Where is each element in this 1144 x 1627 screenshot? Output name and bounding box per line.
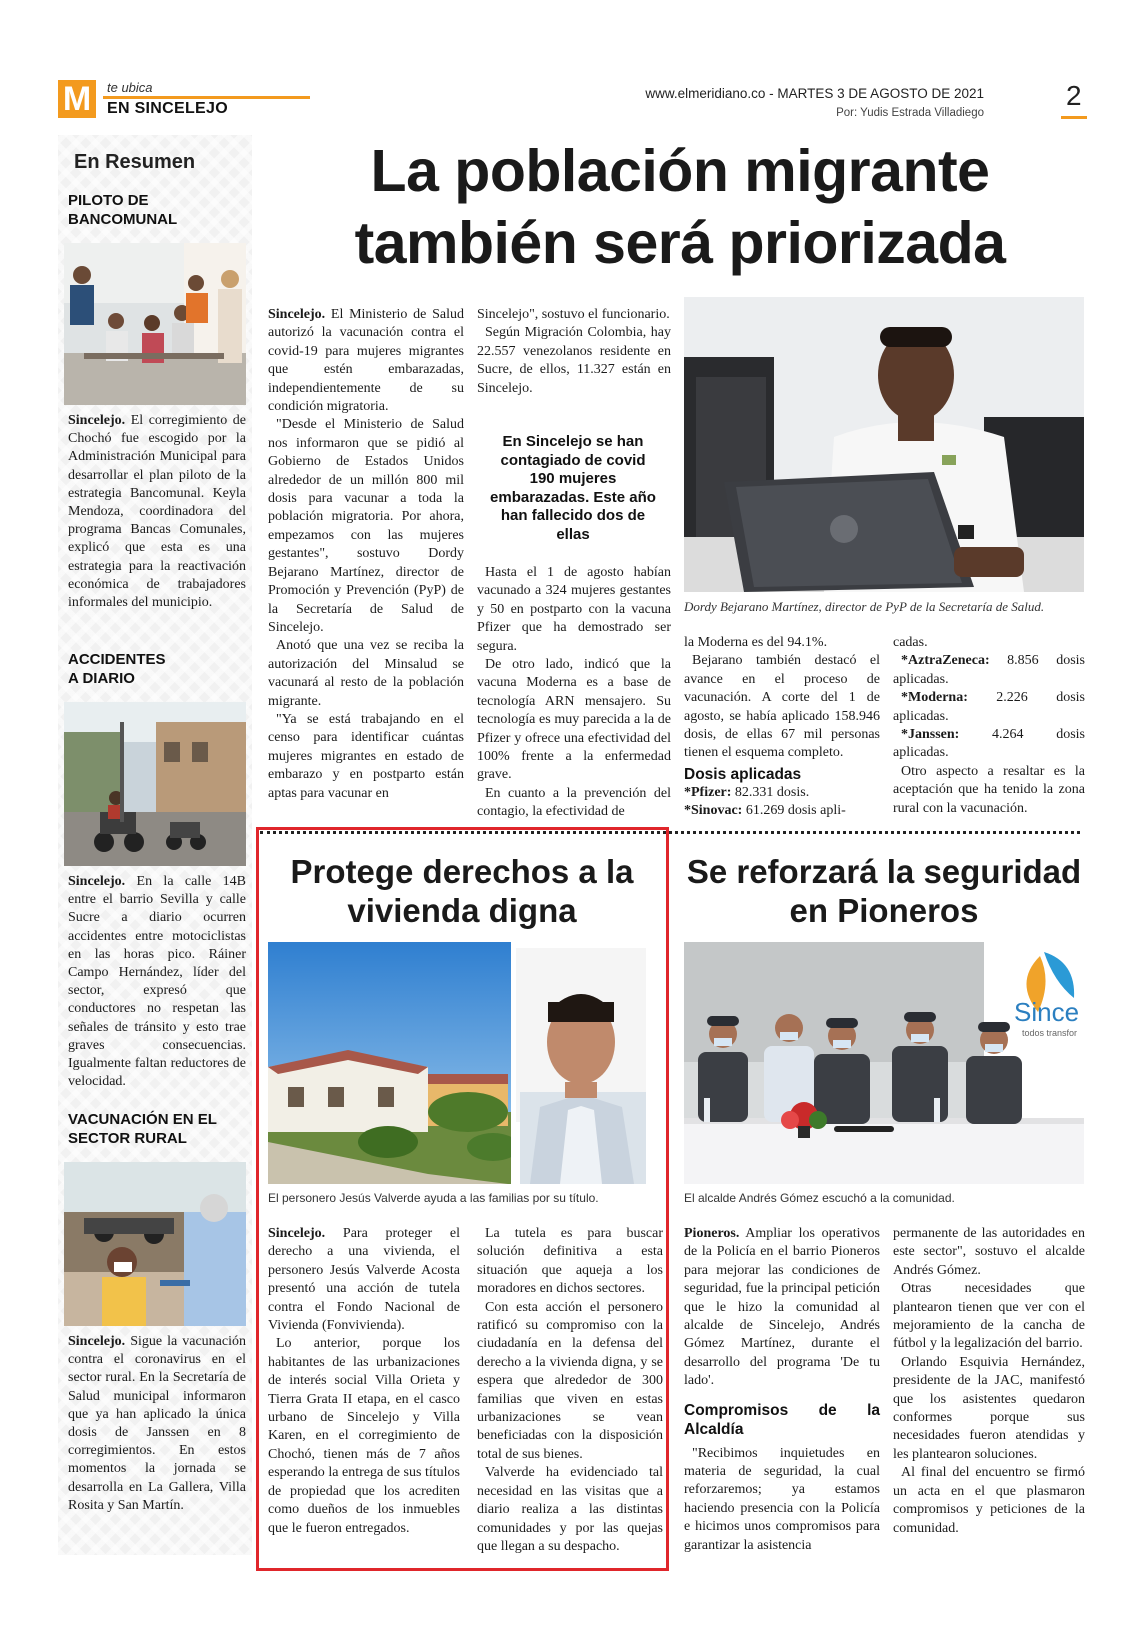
- story-left-caption: El personero Jesús Valverde ayuda a las familias por su título.: [268, 1191, 599, 1205]
- paragraph: [268, 1225, 460, 1335]
- paragraph: Valverde ha evidenciado tal necesidad en las visitas que a diario realiza a las distintas comunidades y por las quejas que llegan a su despacho.: [477, 1465, 663, 1554]
- subhead-dosis: Dosis aplicadas: [684, 765, 802, 783]
- dose-name: *Moderna:: [901, 690, 968, 706]
- dose-value: 4.264 dosis aplicadas.: [893, 727, 1085, 761]
- paragraph: "Ya se está trabajando en el censo para identificar cuántas mujeres migrantes en estado de embarazo y en postparto están aptas para vacunar en: [268, 711, 464, 801]
- dose-value: 82.331 dosis.: [734, 784, 810, 800]
- section-name: EN SINCELEJO: [107, 100, 228, 117]
- dose-name: *AztraZeneca:: [901, 653, 990, 669]
- dose-line: [893, 652, 1085, 689]
- dateline: Sincelejo.: [68, 874, 126, 889]
- story-left-headline: Protege derechos a la vivienda digna: [290, 853, 634, 929]
- paragraph: Orlando Esquivia Hernández, presidente de la JAC, manifestó que los asistentes quedaron conformes porque sus necesidades fueron atendidas y les plantearon soluciones.: [893, 1354, 1085, 1462]
- paragraph-text: Ampliar los operativos de la Policía en el barrio Pioneros para mejorar las condiciones de seguridad, fue la principal petición que le hizo la comunidad al alcalde de Sincelejo, Andrés Gómez Martínez, durante el desarrollo del programa 'De tu lado'.: [684, 1226, 881, 1389]
- logo-m-icon: M: [58, 80, 96, 118]
- sidebar-body: Sigue la vacunación contra el coronavirus en el sector rural. En la Secretaría de Salud municipal informaron que ya han aplicado la única dosis de Janssen en 8 corregimientos. En estos momentos la jornada se desarrolla en La Gallera, Villa Rosita y San Martín.: [68, 1334, 246, 1513]
- header-rule: [103, 96, 310, 99]
- dose-line: [893, 689, 1085, 726]
- main-photo-caption: Dordy Bejarano Martínez, director de PyP de la Secretaría de Salud.: [684, 599, 1045, 614]
- paragraph: la Moderna es del 94.1%.: [684, 635, 828, 650]
- dose-name: *Pfizer:: [684, 784, 732, 800]
- story-left-col2: [477, 1225, 663, 1556]
- paragraph: La tutela es para buscar solución definitiva a esta situación que aqueja a los moradores en dichos sectores.: [477, 1226, 663, 1297]
- paragraph: [684, 1225, 880, 1391]
- paragraph: En cuanto a la prevención del contagio, la efectividad de: [477, 785, 671, 820]
- byline: Por: Yudis Estrada Villadiego: [836, 107, 984, 119]
- paragraph: Lo anterior, porque los habitantes de las urbanizaciones de interés social Villa Orieta y Tierra Grata II etapa, en el casco urbano de Sincelejo y Villa Karen, en el corregimiento de Chochó, tienen más de 7 años esperando la entrega de sus títulos de propiedad que los acrediten como dueños de los inmuebles que le fueron entregados.: [268, 1336, 460, 1536]
- dose-line: [893, 726, 1085, 763]
- site-date: www.elmeridiano.co - MARTES 3 DE AGOSTO DE 2021: [645, 86, 984, 101]
- dateline: Sincelejo.: [68, 1334, 126, 1349]
- banner-text: Since: [1014, 997, 1080, 1027]
- dose-value: 8.856 dosis aplicadas.: [893, 653, 1085, 687]
- pioneros-photo: [684, 942, 1084, 1184]
- story-right-caption: El alcalde Andrés Gómez escuchó a la comunidad.: [684, 1191, 955, 1205]
- paragraph: [268, 306, 464, 416]
- bancomunal-photo: [64, 243, 246, 405]
- dateline: Pioneros.: [684, 1226, 740, 1241]
- paragraph: cadas.: [893, 635, 928, 650]
- story-right-col2: [893, 1225, 1085, 1538]
- banner-subtext: todos transfor: [1022, 1028, 1078, 1038]
- sidebar-body: En la calle 14B entre el barrio Sevilla y calle Sucre a diario ocurren accidentes entre motociclistas en las horas pico. Ráiner Campo Hernández, líder del sector, expresó que conductores no respetan las señales de tránsito y esto trae graves consecuencias. Igualmente faltan reductores de velocidad.: [68, 874, 246, 1090]
- dose-value: 2.226 dosis aplicadas.: [893, 690, 1085, 724]
- paragraph: De otro lado, indicó que la vacuna Moderna es a base de tecnología ARN mensajero. Su tecnología es muy parecida a la de Pfizer y ofrece una efectividad del 100% frente a la enfermedad grave.: [477, 657, 671, 783]
- dateline: Sincelejo.: [268, 307, 326, 322]
- dose-name: *Sinovac:: [684, 803, 743, 819]
- paragraph: permanente de las autoridades en este sector", sostuvo el alcalde Andrés Gómez.: [893, 1226, 1085, 1278]
- paragraph-text: Para proteger el derecho a una vivienda, el personero Jesús Valverde Acosta presentó una acción de tutela contra el Fondo Nacional de Vivienda (Fonvivienda).: [268, 1226, 461, 1334]
- page-number: 2: [1066, 80, 1082, 111]
- sidebar-text-vacunacion: [68, 1333, 246, 1515]
- vivienda-photo: [268, 942, 660, 1184]
- main-col2-top: [477, 306, 671, 398]
- main-col4: [893, 634, 1085, 818]
- sidebar-heading-bancomunal: PILOTO DE BANCOMUNAL: [68, 192, 178, 228]
- main-col1: [268, 306, 464, 803]
- sidebar-heading-accidentes: ACCIDENTES A DIARIO: [68, 651, 166, 687]
- paragraph: Según Migración Colombia, hay 22.557 venezolanos residente en Sucre, de ellos, 11.327 están en Sincelejo.: [477, 325, 671, 396]
- paragraph: Al final del encuentro se firmó un acta en el que plasmaron compromisos y peticiones de la comunidad.: [893, 1465, 1085, 1536]
- pull-quote: En Sincelejo se han contagiado de covid 190 mujeres embarazadas. Este año han fallecido dos de ellas: [490, 433, 656, 543]
- dose-name: *Janssen:: [901, 727, 960, 743]
- page-number-rule: [1061, 116, 1087, 119]
- main-col2-bottom: [477, 564, 671, 822]
- dose-line: [684, 784, 880, 802]
- paragraph: Bejarano también destacó el avance en el proceso de vacunación. A corte del 1 de agosto, se había aplicado 158.946 dosis, de ellas 67 mil personas tienen el esquema completo.: [684, 653, 880, 761]
- story-left-col1: [268, 1225, 460, 1538]
- sidebar-title: En Resumen: [74, 151, 196, 173]
- paragraph-text: El Ministerio de Salud autorizó la vacunación contra el covid-19 para mujeres migrantes que estén embarazadas, independientemente de su condición migratoria.: [268, 307, 464, 415]
- sidebar-heading-vacunacion: VACUNACIÓN EN EL SECTOR RURAL: [68, 1111, 217, 1147]
- main-col3: [684, 634, 880, 821]
- paragraph: Con esta acción el personero ratificó su compromiso con la ciudadanía en la defensa del derecho a la vivienda digna, y se espera que alrededor de 300 familias que viven en estas urbanizaciones se vean beneficiadas con la disposición total de sus bienes.: [477, 1299, 663, 1462]
- paragraph: "Recibimos inquietudes en materia de seguridad, la cual reforzaremos; ya estamos haciendo presencia con la Policía e hicimos unos compromisos para garantizar la asistencia: [684, 1445, 880, 1553]
- story-right-headline: Se reforzará la seguridad en Pioneros: [686, 853, 1082, 929]
- paragraph: Sincelejo", sostuvo el funcionario.: [477, 307, 670, 322]
- sidebar-body: El corregimiento de Chochó fue escogido por la Administración Municipal para desarrollar el plan piloto de la estrategia Bancomunal. Keyla Mendoza, coordinadora del programa Bancas Comunales, explicó que esta es una estrategia para la reactivación económica de trabajadores informales del municipio.: [68, 413, 247, 611]
- section-kicker: te ubica: [107, 80, 153, 95]
- vacunacion-photo: [64, 1162, 246, 1326]
- paragraph: Otras necesidades que plantearon tienen que ver con el mejoramiento de la cancha de fútbol y la legalización del barrio.: [893, 1281, 1085, 1352]
- bejarano-photo: [684, 297, 1084, 592]
- paragraph: Hasta el 1 de agosto habían vacunado a 324 mujeres gestantes y 50 en postparto con la vacuna Pfizer que ha demostrado ser segura.: [477, 565, 671, 654]
- paragraph: "Desde el Ministerio de Salud nos informaron que se pidió al Gobierno de Estados Unidos alrededor de un millón 800 mil dosis para vacunar a toda la población migratoria. Por ahora, empezamos con las mujeres gestantes", sostuvo Dordy Bejarano Martínez, director de Promoción y Prevención (PyP) de la Secretaría de Salud de Sincelejo.: [268, 417, 464, 635]
- dateline: Sincelejo.: [268, 1226, 326, 1241]
- dose-value: 61.269 dosis apli-: [745, 803, 846, 819]
- dateline: Sincelejo.: [68, 413, 126, 428]
- paragraph: Anotó que una vez se reciba la autorización del Minsalud se vacunará al resto de la población migrante.: [268, 638, 464, 709]
- main-headline: La población migrante también será priorizada: [354, 138, 1006, 276]
- sidebar-text-bancomunal: [68, 412, 246, 612]
- accidentes-photo: [64, 702, 246, 866]
- sidebar-text-accidentes: [68, 873, 246, 1091]
- story-right-col1: [684, 1225, 880, 1555]
- paragraph: Otro aspecto a resaltar es la aceptación que ha tenido la zona rural con la vacunación.: [893, 763, 1085, 816]
- subhead-compromisos: Compromisos de la Alcaldía: [684, 1401, 880, 1438]
- dose-line: [684, 802, 880, 820]
